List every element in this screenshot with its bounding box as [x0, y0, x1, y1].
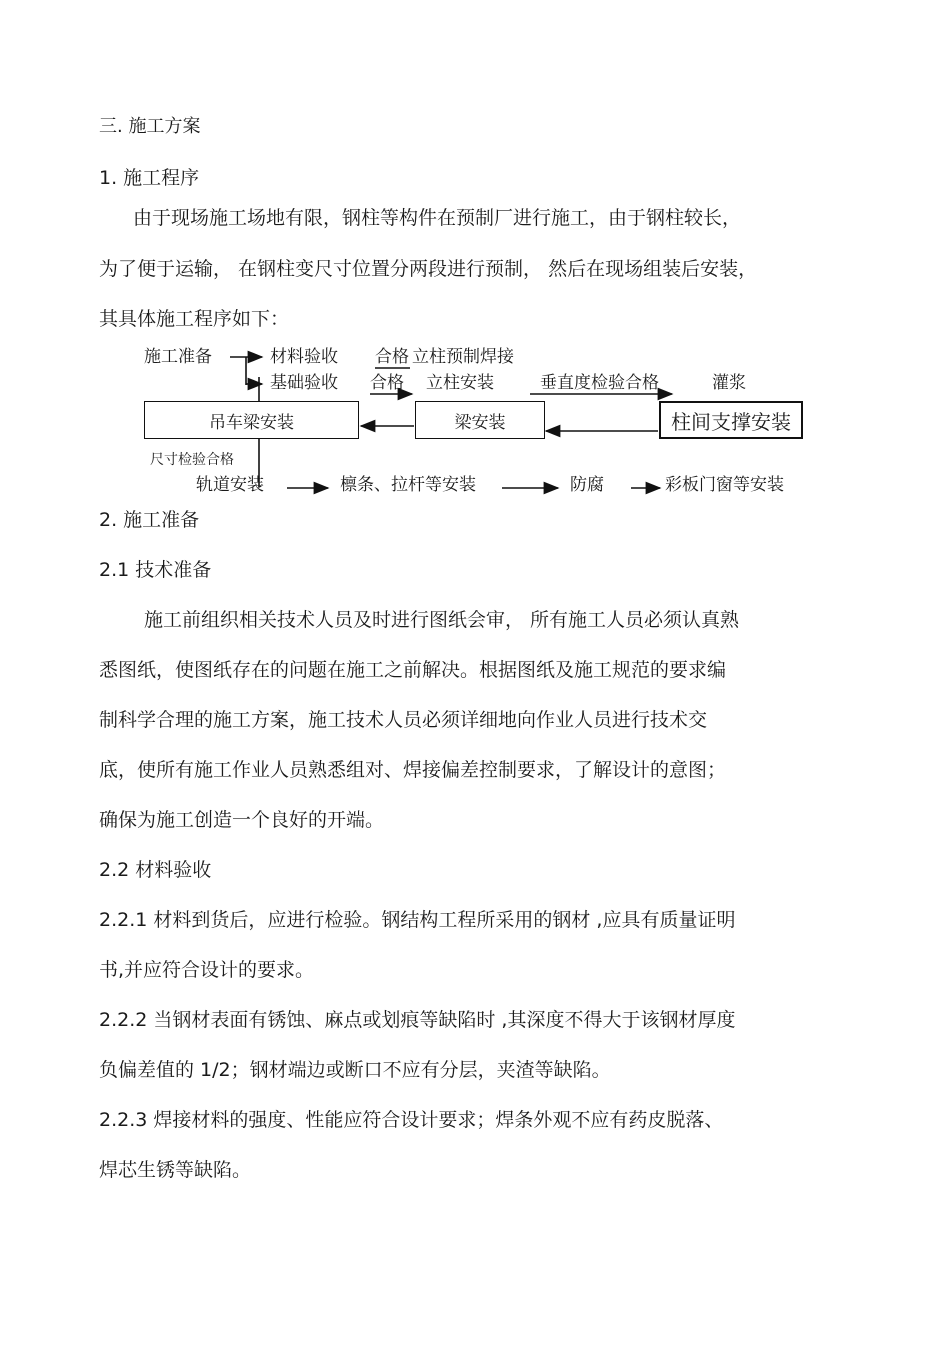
- flow-box-label: 梁安装: [454, 412, 506, 433]
- section-2-2-3-line: 2.2.3 焊接材料的强度、性能应符合设计要求；焊条外观不应有药皮脱落、: [99, 1109, 724, 1131]
- flow-column-prefab: 立柱预制焊接: [412, 347, 514, 367]
- flow-box-label: 柱间支撑安装: [671, 409, 791, 434]
- flow-box-crane-beam: [144, 401, 359, 439]
- section-2-1-line: 悉图纸，使图纸存在的问题在施工之前解决。根据图纸及施工规范的要求编: [99, 659, 727, 681]
- flow-anticorr: 防腐: [570, 475, 604, 495]
- flow-panel: 彩板门窗等安装: [665, 475, 784, 495]
- section-2-title: 2. 施工准备: [99, 509, 200, 531]
- section-2-2-2-line: 负偏差值的 1/2；钢材端边或断口不应有分层，夹渣等缺陷。: [99, 1059, 611, 1081]
- flow-size-pass: 尺寸检验合格: [150, 452, 234, 468]
- flow-pass-top: 合格: [375, 347, 409, 367]
- section-2-1-line: 确保为施工创造一个良好的开端。: [99, 809, 385, 831]
- flow-box-beam: [415, 401, 545, 439]
- flow-grout: 灌浆: [712, 373, 746, 393]
- section-2-1-line: 底，使所有施工作业人员熟悉组对、焊接偏差控制要求，了解设计的意图；: [99, 759, 727, 781]
- flow-column-install: 立柱安装: [426, 373, 494, 393]
- section-2-1-line: 施工前组织相关技术人员及时进行图纸会审， 所有施工人员必须认真熟: [144, 609, 740, 631]
- section-1-para-line: 为了便于运输， 在钢柱变尺寸位置分两段进行预制， 然后在现场组装后安装，: [99, 258, 758, 280]
- flow-arrows: [0, 0, 950, 520]
- section-1-para-line: 其具体施工程序如下：: [99, 308, 290, 330]
- flow-foundation-check: 基础验收: [270, 373, 338, 393]
- section-heading-main: 三. 施工方案: [99, 116, 201, 137]
- section-2-2-title: 2.2 材料验收: [99, 859, 212, 881]
- section-2-1-title: 2.1 技术准备: [99, 559, 212, 581]
- section-2-2-1-line: 2.2.1 材料到货后，应进行检验。钢结构工程所采用的钢材 ,应具有质量证明: [99, 909, 736, 931]
- flow-material-check: 材料验收: [270, 347, 338, 367]
- flow-purlin: 檩条、拉杆等安装: [340, 475, 476, 495]
- flow-box-label: 吊车梁安装: [209, 412, 294, 433]
- section-2-2-3-line: 焊芯生锈等缺陷。: [99, 1159, 252, 1181]
- flow-box-bracing: [659, 401, 803, 439]
- section-1-title: 1. 施工程序: [99, 167, 200, 189]
- flow-pass-mid: 合格: [370, 373, 404, 393]
- flow-vertical-pass: 垂直度检验合格: [540, 373, 659, 393]
- flow-rail: 轨道安装: [196, 475, 264, 495]
- section-2-2-1-line: 书,并应符合设计的要求。: [99, 959, 315, 981]
- section-2-1-line: 制科学合理的施工方案，施工技术人员必须详细地向作业人员进行技术交: [99, 709, 708, 731]
- section-1-para-line: 由于现场施工场地有限，钢柱等构件在预制厂进行施工，由于钢柱较长，: [133, 207, 742, 229]
- section-2-2-2-line: 2.2.2 当钢材表面有锈蚀、麻点或划痕等缺陷时 ,其深度不得大于该钢材厚度: [99, 1009, 736, 1031]
- flow-prep: 施工准备: [144, 347, 212, 367]
